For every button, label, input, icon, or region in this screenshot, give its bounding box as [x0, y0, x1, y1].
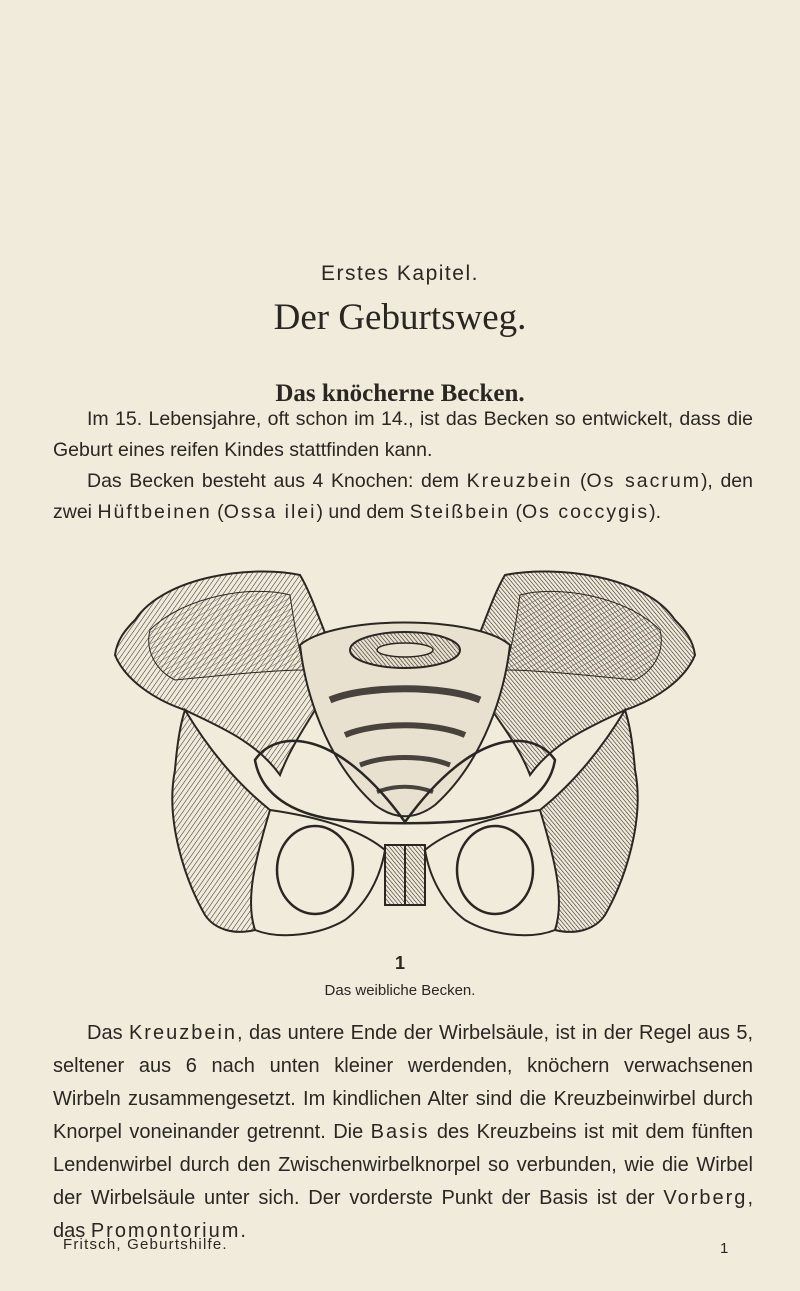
text-run: ).	[649, 501, 662, 523]
page-number: 1	[720, 1240, 729, 1257]
paragraph-intro	[53, 404, 753, 466]
figure-number: 1	[394, 953, 405, 973]
term-kreuzbein: Kreuzbein	[128, 1022, 238, 1044]
text-run: (	[510, 501, 522, 523]
term-hueftbeinen: Hüftbeinen	[97, 501, 212, 523]
term-os-sacrum: Os sacrum	[586, 470, 701, 492]
paragraph-intro-text: Im 15. Lebensjahre, oft schon im 14., ist das Becken so entwickelt, dass die Geburt eines reifen Kindes stattfinden kann.	[53, 408, 753, 461]
term-ossa-ilei: Ossa ilei	[223, 501, 317, 523]
text-run: ) und dem	[316, 501, 410, 523]
sacrum	[300, 623, 510, 817]
term-kreuzbein: Kreuzbein	[466, 470, 573, 492]
text-run: Das Becken besteht aus 4 Knochen: dem	[87, 470, 467, 492]
footer-source: Fritsch, Geburtshilfe.	[63, 1236, 228, 1253]
term-promontorium: Promontorium	[90, 1220, 241, 1242]
paragraph-kreuzbein	[53, 1017, 753, 1248]
text-run: des Kreuzbeins ist mit dem fünften Lendenwirbel durch den Zwischenwirbelknorpel so verbunden, wie die Wirbel der Wirbelsäule unter sich. Der vorderste Punkt der Basis ist der	[53, 1121, 753, 1209]
pubic-symphysis	[385, 845, 425, 905]
term-basis: Basis	[370, 1121, 430, 1143]
term-os-coccygis: Os coccygis	[522, 501, 650, 523]
text-run: , das	[53, 1187, 753, 1242]
text-run: (	[572, 470, 587, 492]
chapter-heading: Erstes Kapitel.	[321, 262, 479, 285]
paragraph-bones	[53, 466, 753, 528]
page-title: Der Geburtsweg.	[273, 297, 527, 338]
section-heading: Das knöcherne Becken.	[275, 380, 525, 407]
text-run: ), den zwei	[53, 470, 753, 523]
text-run: Das	[87, 1022, 129, 1044]
text-run: (	[211, 501, 224, 523]
figure-caption: Das weibliche Becken.	[324, 982, 476, 999]
pelvis-illustration	[105, 560, 705, 952]
text-run: .	[240, 1220, 246, 1242]
term-steissbein: Steißbein	[409, 501, 511, 523]
term-vorberg: Vorberg	[663, 1187, 748, 1209]
text-run: , das untere Ende der Wirbelsäule, ist in der Regel aus 5, seltener aus 6 nach unten kleiner werdenden, knöchern verwachsenen Wirbeln zusammengesetzt. Im kindlichen Alter sind die Kreuzbeinwirbel durch Knorpel voneinander getrennt. Die	[53, 1022, 753, 1143]
